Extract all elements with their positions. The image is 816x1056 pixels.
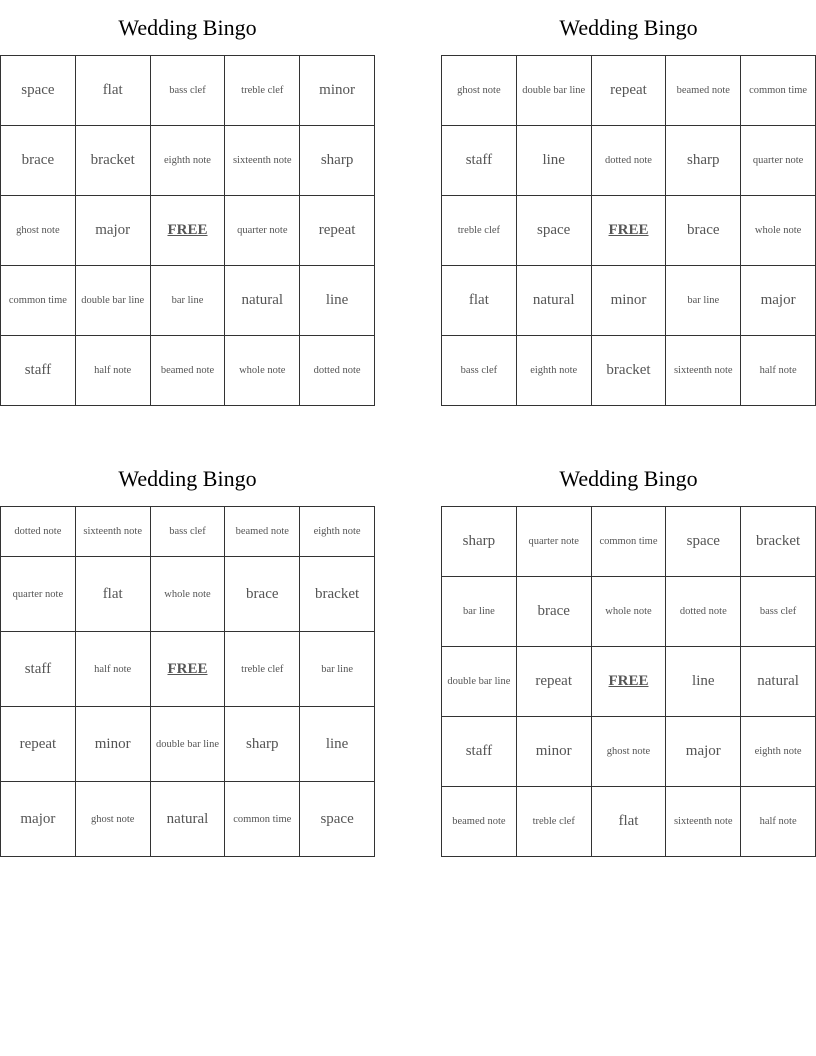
bingo-cell: bass clef (150, 56, 225, 126)
bingo-cell: major (741, 266, 816, 336)
bingo-cell: beamed note (666, 56, 741, 126)
bingo-cell: beamed note (442, 787, 517, 857)
bingo-row (442, 507, 816, 577)
bingo-cell: flat (442, 266, 517, 336)
bingo-cell: space (1, 56, 76, 126)
bingo-cell: half note (741, 336, 816, 406)
bingo-cell: space (300, 782, 375, 857)
bingo-cell: repeat (591, 56, 666, 126)
bingo-cell: natural (741, 647, 816, 717)
bingo-cell: major (666, 717, 741, 787)
bingo-cell: bass clef (741, 577, 816, 647)
bingo-cell: minor (591, 266, 666, 336)
bingo-cell: ghost note (442, 56, 517, 126)
bingo-cell: quarter note (1, 557, 76, 632)
bingo-cell: bracket (741, 507, 816, 577)
bingo-card-1 (0, 0, 375, 406)
bingo-cell: flat (75, 56, 150, 126)
bingo-cell: whole note (591, 577, 666, 647)
bingo-row (442, 56, 816, 126)
bingo-cell: sharp (666, 126, 741, 196)
bingo-cell: whole note (741, 196, 816, 266)
bingo-row (1, 126, 375, 196)
card-title: Wedding Bingo (118, 466, 257, 491)
bingo-cell: beamed note (150, 336, 225, 406)
bingo-row (1, 266, 375, 336)
free-space-cell: FREE (591, 647, 666, 717)
bingo-cell: sixteenth note (75, 507, 150, 557)
bingo-cell: dotted note (1, 507, 76, 557)
bingo-cell: dotted note (591, 126, 666, 196)
bingo-cell: treble clef (225, 632, 300, 707)
bingo-cell: bass clef (150, 507, 225, 557)
bingo-cell: bracket (75, 126, 150, 196)
bingo-cell: major (75, 196, 150, 266)
card-title: Wedding Bingo (559, 15, 698, 40)
bingo-cell: whole note (225, 336, 300, 406)
bingo-row (1, 707, 375, 782)
bingo-cell: line (300, 707, 375, 782)
bingo-cell: eighth note (741, 717, 816, 787)
bingo-cell: bracket (300, 557, 375, 632)
bingo-cell: sixteenth note (225, 126, 300, 196)
bingo-cell: treble clef (442, 196, 517, 266)
bingo-cell: common time (225, 782, 300, 857)
bingo-cell: eighth note (150, 126, 225, 196)
bingo-cell: dotted note (666, 577, 741, 647)
bingo-card-4 (441, 451, 816, 857)
bingo-row (442, 787, 816, 857)
bingo-cell: treble clef (516, 787, 591, 857)
bingo-cell: quarter note (516, 507, 591, 577)
bingo-cell: quarter note (741, 126, 816, 196)
bingo-row (1, 632, 375, 707)
bingo-cell: brace (1, 126, 76, 196)
bingo-row (442, 577, 816, 647)
bingo-cell: bar line (666, 266, 741, 336)
bingo-cell: natural (516, 266, 591, 336)
bingo-row (442, 196, 816, 266)
bingo-cell: beamed note (225, 507, 300, 557)
bingo-cell: repeat (516, 647, 591, 717)
bingo-cell: brace (666, 196, 741, 266)
bingo-cell: whole note (150, 557, 225, 632)
bingo-cell: quarter note (225, 196, 300, 266)
bingo-grid (441, 506, 816, 857)
card-title: Wedding Bingo (118, 15, 257, 40)
bingo-cell: bar line (442, 577, 517, 647)
bingo-cell: ghost note (1, 196, 76, 266)
bingo-cell: double bar line (442, 647, 517, 717)
bingo-cell: eighth note (516, 336, 591, 406)
bingo-cell: space (516, 196, 591, 266)
bingo-cell: double bar line (516, 56, 591, 126)
bingo-cell: ghost note (75, 782, 150, 857)
bingo-cell: double bar line (150, 707, 225, 782)
bingo-cell: repeat (1, 707, 76, 782)
free-space-cell: FREE (591, 196, 666, 266)
bingo-row (1, 336, 375, 406)
bingo-cell: flat (591, 787, 666, 857)
free-space-cell: FREE (150, 196, 225, 266)
bingo-row (442, 717, 816, 787)
bingo-cell: line (300, 266, 375, 336)
bingo-row (1, 56, 375, 126)
bingo-row (442, 336, 816, 406)
bingo-cell: dotted note (300, 336, 375, 406)
bingo-cell: sixteenth note (666, 336, 741, 406)
card-title: Wedding Bingo (559, 466, 698, 491)
bingo-row (1, 507, 375, 557)
bingo-cell: half note (75, 336, 150, 406)
bingo-cell: staff (1, 632, 76, 707)
bingo-cell: minor (516, 717, 591, 787)
bingo-cell: staff (442, 126, 517, 196)
bingo-cell: staff (442, 717, 517, 787)
free-space-cell: FREE (150, 632, 225, 707)
bingo-cell: sharp (442, 507, 517, 577)
bingo-grid (0, 506, 375, 857)
bingo-cell: natural (150, 782, 225, 857)
bingo-cell: treble clef (225, 56, 300, 126)
bingo-cell: bass clef (442, 336, 517, 406)
bingo-cell: common time (591, 507, 666, 577)
bingo-cell: sixteenth note (666, 787, 741, 857)
bingo-grid (0, 55, 375, 406)
bingo-cell: brace (516, 577, 591, 647)
bingo-row (1, 196, 375, 266)
bingo-cell: line (666, 647, 741, 717)
bingo-cell: minor (75, 707, 150, 782)
bingo-cell: sharp (300, 126, 375, 196)
bingo-cell: bar line (150, 266, 225, 336)
bingo-cell: half note (75, 632, 150, 707)
bingo-cell: eighth note (300, 507, 375, 557)
bingo-cell: sharp (225, 707, 300, 782)
bingo-cell: half note (741, 787, 816, 857)
bingo-cell: line (516, 126, 591, 196)
bingo-cell: bar line (300, 632, 375, 707)
bingo-cell: common time (1, 266, 76, 336)
bingo-cell: flat (75, 557, 150, 632)
bingo-card-3 (0, 451, 375, 857)
bingo-row (1, 782, 375, 857)
bingo-cell: ghost note (591, 717, 666, 787)
bingo-card-2 (441, 0, 816, 406)
bingo-cell: brace (225, 557, 300, 632)
bingo-row (442, 266, 816, 336)
bingo-cell: natural (225, 266, 300, 336)
bingo-grid (441, 55, 816, 406)
bingo-cell: staff (1, 336, 76, 406)
bingo-row (442, 126, 816, 196)
bingo-cell: bracket (591, 336, 666, 406)
bingo-row (1, 557, 375, 632)
bingo-row (442, 647, 816, 717)
bingo-cell: major (1, 782, 76, 857)
bingo-cell: repeat (300, 196, 375, 266)
bingo-cell: common time (741, 56, 816, 126)
bingo-cell: space (666, 507, 741, 577)
bingo-cell: double bar line (75, 266, 150, 336)
bingo-cell: minor (300, 56, 375, 126)
